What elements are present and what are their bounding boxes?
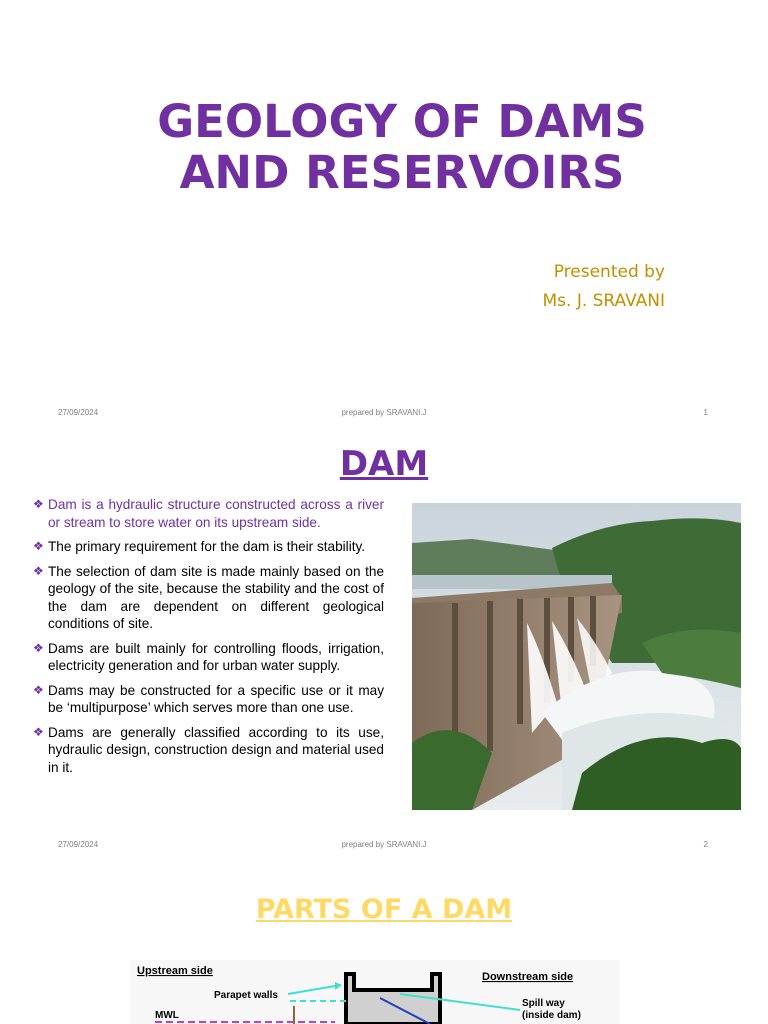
bullet-text: The primary requirement for the dam is their stability. — [48, 539, 366, 554]
title-line-1: GEOLOGY OF DAMS — [157, 95, 647, 148]
presenter-block — [542, 258, 665, 316]
diamond-bullet-icon: ❖ — [33, 539, 44, 553]
footer-date: 27/09/2024 — [58, 408, 99, 417]
bullet-item — [33, 563, 384, 633]
bullet-text: Dam is a hydraulic structure constructed across a river or stream to store water on its upstream side. — [48, 497, 384, 530]
bullet-item — [33, 496, 384, 531]
diagram-upstream-label: Upstream side — [137, 965, 213, 977]
diagram-mwl-label: MWL — [155, 1010, 179, 1021]
slide-title-dam: DAM — [339, 444, 429, 484]
diamond-bullet-icon: ❖ — [33, 497, 44, 511]
footer-text: prepared by SRAVANI.J — [341, 840, 427, 849]
slide-title-parts: PARTS OF A DAM — [255, 894, 513, 925]
slide-1 — [0, 0, 768, 432]
bullet-text: Dams are generally classified according to its use, hydraulic design, construction design and material used in it. — [48, 724, 384, 775]
diamond-bullet-icon: ❖ — [33, 563, 44, 578]
bullet-list — [33, 496, 384, 783]
slide-2 — [0, 432, 768, 864]
bullet-text: Dams are built mainly for controlling floods, irrigation, electricity generation and for urban water supply. — [48, 640, 384, 673]
footer-page-number: 2 — [703, 840, 708, 849]
footer-date: 27/09/2024 — [58, 840, 99, 849]
bullet-text: The selection of dam site is made mainly based on the geology of the site, because the stability and the cost of the dam are dependent on different geological conditions of site. — [48, 563, 384, 631]
dam-photo — [412, 503, 741, 810]
footer-text: prepared by SRAVANI.J — [341, 408, 427, 417]
bullet-item — [33, 538, 384, 556]
diagram-spillway-label: Spill way — [522, 998, 565, 1009]
bullet-item — [33, 640, 384, 675]
diagram-spillway-sublabel: (inside dam) — [522, 1010, 581, 1021]
dam-parts-diagram — [130, 960, 620, 1024]
diagram-downstream-label: Downstream side — [482, 971, 574, 983]
bullet-text: Dams may be constructed for a specific use or it may be ‘multipurpose’ which serves more than one use. — [48, 682, 384, 715]
title-line-2: AND RESERVOIRS — [179, 146, 625, 199]
diagram-parapet-label: Parapet walls — [214, 990, 278, 1001]
diamond-bullet-icon: ❖ — [33, 640, 44, 655]
diamond-bullet-icon: ❖ — [33, 682, 44, 697]
bullet-item — [33, 682, 384, 717]
presenter-name: Ms. J. SRAVANI — [542, 291, 665, 311]
presented-by-label: Presented by — [553, 262, 665, 282]
footer-page-number: 1 — [703, 408, 708, 417]
diamond-bullet-icon: ❖ — [33, 724, 44, 739]
presentation-title — [0, 96, 768, 198]
bullet-item — [33, 724, 384, 777]
slide-3 — [0, 864, 768, 1024]
